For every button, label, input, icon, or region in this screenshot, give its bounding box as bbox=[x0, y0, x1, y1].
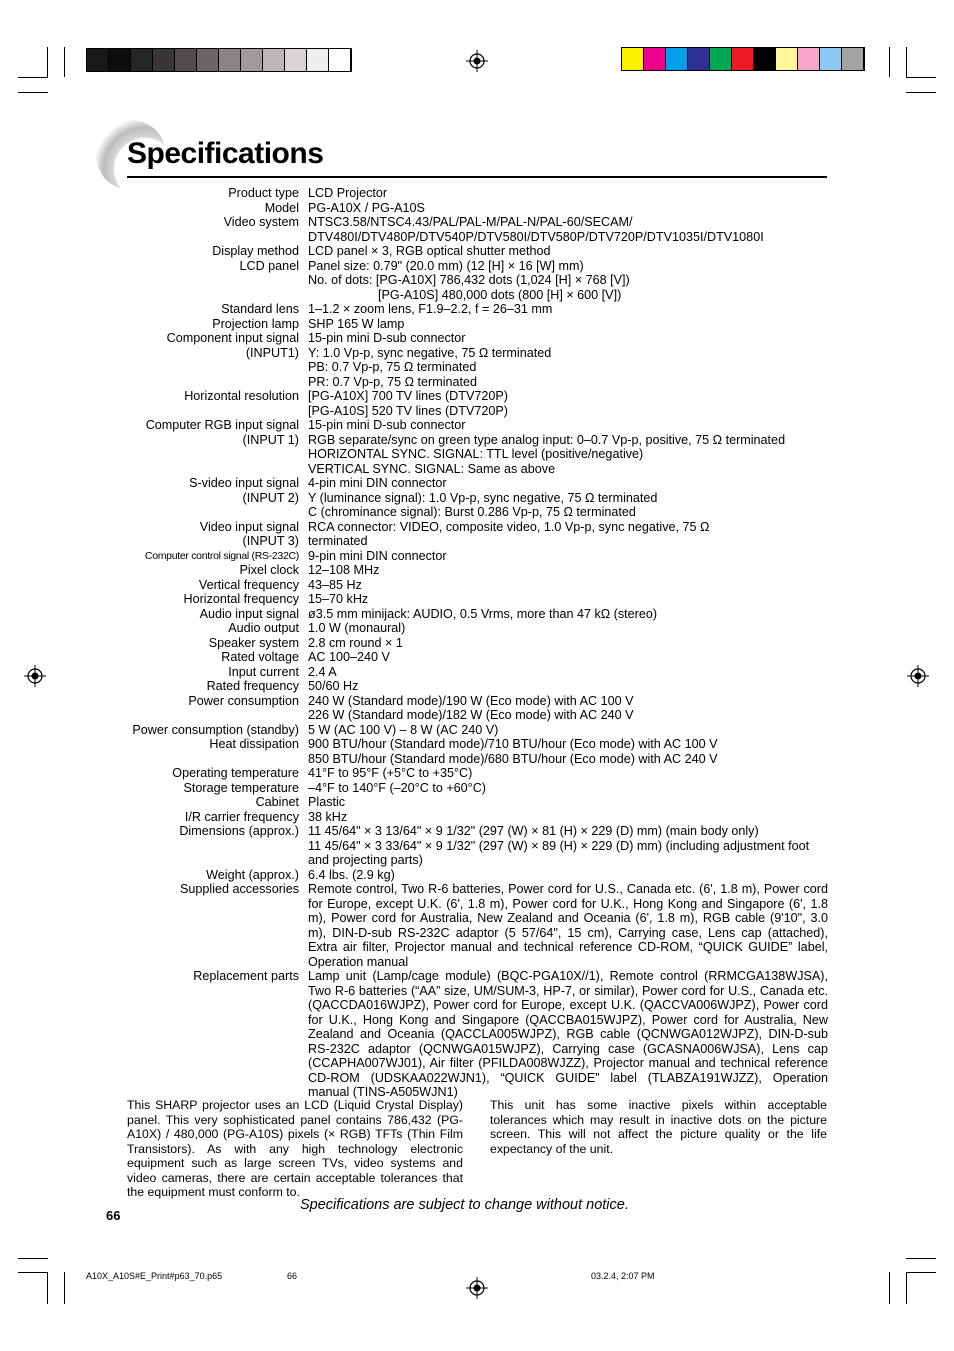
spec-label: Cabinet bbox=[255, 795, 299, 809]
crop-mark bbox=[47, 47, 48, 77]
spec-label: (INPUT 1) bbox=[242, 432, 299, 447]
color-swatch bbox=[666, 48, 688, 70]
spec-row bbox=[86, 244, 828, 259]
gray-swatch bbox=[131, 49, 153, 71]
spec-row bbox=[86, 665, 828, 680]
spec-row bbox=[86, 534, 828, 549]
spec-row bbox=[86, 795, 828, 810]
spec-value bbox=[308, 737, 828, 766]
registration-mark-icon bbox=[907, 665, 929, 687]
spec-value bbox=[308, 882, 828, 969]
color-swatch bbox=[622, 48, 644, 70]
spec-value bbox=[308, 665, 828, 680]
spec-label: Vertical frequency bbox=[198, 577, 299, 592]
spec-row bbox=[86, 592, 828, 607]
gray-swatch bbox=[219, 49, 241, 71]
spec-value bbox=[308, 331, 828, 346]
spec-label: Power consumption (standby) bbox=[132, 722, 299, 737]
spec-value bbox=[308, 824, 828, 868]
spec-label: Horizontal frequency bbox=[183, 592, 299, 606]
spec-label: Input current bbox=[228, 664, 299, 679]
spec-row bbox=[86, 810, 828, 825]
registration-mark-icon bbox=[466, 1277, 488, 1299]
spec-value bbox=[308, 723, 828, 738]
spec-value-line: 41°F to 95°F (+5°C to +35°C) bbox=[308, 766, 473, 780]
spec-value-line: Remote control, Two R-6 batteries, Power cord for U.S., Canada etc. (6', 1.8 m), Power cord for Europe, except U.K. (6', 1.8 m), Power cord for U.K., Hong Kong and Singapore (6', 1.8 m), Power cord for Australia, New Zealand and Oceania (6', 1.8 m), RGB cable (9'10", 3.0 m), DIN-D-sub RS-232C adaptor (5 57/64", 15 cm), Carrying case, Lens cap (attached), Extra air filter, Projector manual and technical reference CD-ROM, “QUICK GUIDE” label, Operation manual bbox=[308, 882, 828, 969]
spec-value-line: LCD panel × 3, RGB optical shutter method bbox=[308, 244, 551, 258]
spec-value bbox=[308, 433, 828, 477]
change-notice: Specifications are subject to change without notice. bbox=[300, 1197, 629, 1213]
spec-label: Dimensions (approx.) bbox=[179, 824, 299, 838]
spec-value-line: 43–85 Hz bbox=[308, 577, 362, 592]
spec-value-line: LCD Projector bbox=[308, 186, 388, 200]
gray-swatch bbox=[241, 49, 263, 71]
spec-value bbox=[308, 679, 828, 694]
spec-value bbox=[308, 346, 828, 390]
spec-row bbox=[86, 607, 828, 622]
spec-row bbox=[86, 346, 828, 390]
spec-row bbox=[86, 636, 828, 651]
crop-mark bbox=[906, 1258, 936, 1259]
spec-label: Audio input signal bbox=[199, 606, 299, 621]
spec-value-line: No. of dots: [PG-A10X] 786,432 dots (1,024 [H] × 768 [V]) bbox=[308, 273, 630, 287]
crop-mark bbox=[64, 47, 65, 77]
spec-value-line: 850 BTU/hour (Standard mode)/680 BTU/hour (Eco mode) with AC 240 V bbox=[308, 751, 718, 766]
footer-page: 66 bbox=[287, 1271, 298, 1281]
spec-value bbox=[308, 201, 828, 216]
footer-filename: A10X_A10S#E_Print#p63_70.p65 bbox=[86, 1271, 223, 1281]
spec-label: Projection lamp bbox=[212, 316, 299, 331]
crop-mark bbox=[889, 47, 890, 77]
spec-value bbox=[308, 592, 828, 607]
spec-label: Computer control signal (RS-232C) bbox=[144, 549, 299, 562]
spec-row bbox=[86, 824, 828, 868]
spec-row bbox=[86, 302, 828, 317]
lcd-note-left: This SHARP projector uses an LCD (Liquid Crystal Display) panel. This very sophisticated panel contains 786,432 (PG-A10X) / 480,000 (PG-A10S) pixels (× RGB) TFTs (Thin Film Transistors). As with any high technology electronic equipment such as large screen TVs, video systems and video cameras, there are certain acceptable tolerances that the equipment must conform to. bbox=[127, 1098, 463, 1199]
spec-value-line: C (chrominance signal): Burst 0.286 Vp-p, 75 Ω terminated bbox=[308, 505, 636, 519]
spec-label: LCD panel bbox=[239, 258, 299, 273]
grayscale-calibration-bar bbox=[86, 48, 352, 72]
spec-value-line: PR: 0.7 Vp-p, 75 Ω terminated bbox=[308, 374, 478, 389]
crop-mark bbox=[18, 1272, 48, 1273]
spec-row bbox=[86, 259, 828, 303]
color-swatch bbox=[842, 48, 864, 70]
crop-mark bbox=[906, 1272, 936, 1273]
gray-swatch bbox=[329, 49, 351, 71]
spec-value-line: ø3.5 mm minijack: AUDIO, 0.5 Vrms, more than 47 kΩ (stereo) bbox=[308, 606, 658, 621]
spec-label: Supplied accessories bbox=[179, 882, 299, 896]
spec-value-line: 15-pin mini D-sub connector bbox=[308, 331, 466, 345]
spec-row bbox=[86, 433, 828, 477]
spec-value bbox=[308, 578, 828, 593]
spec-row bbox=[86, 882, 828, 969]
spec-value bbox=[308, 766, 828, 781]
spec-row bbox=[86, 694, 828, 723]
title-rule bbox=[127, 176, 827, 178]
spec-value-line: [PG-A10X] 700 TV lines (DTV720P) bbox=[308, 389, 508, 403]
spec-value bbox=[308, 389, 828, 418]
spec-value bbox=[308, 810, 828, 825]
spec-value bbox=[308, 607, 828, 622]
spec-row bbox=[86, 520, 828, 535]
crop-mark bbox=[906, 1272, 907, 1304]
spec-label: Replacement parts bbox=[193, 969, 299, 983]
spec-label: (INPUT 3) bbox=[242, 534, 299, 548]
spec-row bbox=[86, 215, 828, 244]
spec-value-line: Y: 1.0 Vp-p, sync negative, 75 Ω terminated bbox=[308, 345, 552, 360]
spec-label: Audio output bbox=[228, 621, 299, 635]
spec-label: Heat dissipation bbox=[209, 737, 299, 751]
gray-swatch bbox=[285, 49, 307, 71]
spec-value-line: 4-pin mini DIN connector bbox=[308, 476, 447, 490]
spec-label: (INPUT 2) bbox=[242, 490, 299, 505]
color-swatch bbox=[820, 48, 842, 70]
spec-table bbox=[86, 186, 828, 1100]
spec-value-line: Plastic bbox=[308, 795, 346, 809]
spec-label: Horizontal resolution bbox=[184, 389, 299, 403]
spec-label: Video input signal bbox=[199, 519, 299, 534]
spec-row bbox=[86, 766, 828, 781]
spec-value-line: Panel size: 0.79" (20.0 mm) (12 [H] × 16 [W] mm) bbox=[308, 258, 584, 273]
spec-value bbox=[308, 969, 828, 1100]
crop-mark bbox=[906, 92, 936, 93]
spec-value-line: Y (luminance signal): 1.0 Vp-p, sync negative, 75 Ω terminated bbox=[308, 490, 658, 505]
spec-label: Product type bbox=[228, 186, 299, 200]
spec-row bbox=[86, 186, 828, 201]
spec-label: Standard lens bbox=[221, 302, 299, 316]
spec-value bbox=[308, 186, 828, 201]
registration-mark-icon bbox=[466, 50, 488, 72]
spec-row bbox=[86, 621, 828, 636]
spec-label: Display method bbox=[212, 244, 299, 258]
spec-row bbox=[86, 578, 828, 593]
spec-value-line: NTSC3.58/NTSC4.43/PAL/PAL-M/PAL-N/PAL-60/SECAM/ bbox=[308, 215, 633, 229]
color-swatch bbox=[710, 48, 732, 70]
spec-value bbox=[308, 549, 828, 564]
spec-value bbox=[308, 563, 828, 578]
spec-value-line: 1–1.2 × zoom lens, F1.9–2.2, f = 26–31 mm bbox=[308, 302, 553, 316]
spec-label: Weight (approx.) bbox=[206, 867, 299, 882]
spec-label: Rated voltage bbox=[221, 650, 299, 664]
crop-mark bbox=[906, 47, 907, 77]
spec-value-line: 15–70 kHz bbox=[308, 592, 369, 606]
spec-value-line: –4°F to 140°F (–20°C to +60°C) bbox=[308, 780, 487, 795]
spec-row bbox=[86, 418, 828, 433]
spec-value bbox=[308, 244, 828, 259]
color-swatch bbox=[688, 48, 710, 70]
crop-mark bbox=[18, 1258, 48, 1259]
lcd-note-right: This unit has some inactive pixels within acceptable tolerances which may result in inactive dots on the picture screen. This will not affect the picture quality or the life expectancy of the unit. bbox=[490, 1098, 827, 1156]
footer-date: 03.2.4, 2:07 PM bbox=[591, 1271, 655, 1281]
spec-row bbox=[86, 201, 828, 216]
spec-row bbox=[86, 679, 828, 694]
spec-label: Power consumption bbox=[188, 693, 299, 708]
color-swatch bbox=[776, 48, 798, 70]
spec-row bbox=[86, 563, 828, 578]
spec-value bbox=[308, 795, 828, 810]
spec-label: Component input signal bbox=[166, 331, 299, 345]
spec-value-line: [PG-A10S] 480,000 dots (800 [H] × 600 [V]) bbox=[378, 287, 622, 302]
spec-value bbox=[308, 621, 828, 636]
spec-value bbox=[308, 259, 828, 303]
spec-value-line: 2.4 A bbox=[308, 664, 337, 679]
spec-value bbox=[308, 694, 828, 723]
spec-value bbox=[308, 491, 828, 520]
spec-value-line: 240 W (Standard mode)/190 W (Eco mode) with AC 100 V bbox=[308, 693, 634, 708]
crop-mark bbox=[906, 77, 936, 78]
crop-mark bbox=[47, 1272, 48, 1304]
spec-value bbox=[308, 418, 828, 433]
crop-mark bbox=[889, 1272, 890, 1304]
color-swatch bbox=[644, 48, 666, 70]
crop-mark bbox=[64, 1272, 65, 1304]
spec-value bbox=[308, 636, 828, 651]
gray-swatch bbox=[153, 49, 175, 71]
spec-value-line: and projecting parts) bbox=[308, 853, 423, 867]
page-title: Specifications bbox=[127, 137, 324, 170]
spec-value bbox=[308, 317, 828, 332]
spec-value-line: Lamp unit (Lamp/cage module) (BQC-PGA10X//1), Remote control (RRMCGA138WJSA), Two R-6 batteries (“AA” size, UM/SUM-3, HP-7, or similar), Power cord for U.S., Canada etc. (QACCDA016WJPZ), Power cord for Europe, except U.K. (QACCVA006WJPZ), Power cord for U.K., Hong Kong and Singapore (QACCBA015WJPZ), Power cord for Australia, New Zealand and Oceania (QACCLA005WJPZ), RGB cable (QCNWGA012WJPZ), DIN-D-sub RS-232C adaptor (QCNWGA015WJPZ), Carrying case (GCASNA006WJSA), Lens cap (CCAPHA007WJ01), Air filter (PFILDA008WJZZ), Projector manual and technical reference CD-ROM (UDSKAA022WJN1), “QUICK GUIDE” label (TLABZA191WJZZ), Operation manual (TINS-A505WJN1) bbox=[308, 969, 828, 1099]
spec-label: Rated frequency bbox=[206, 679, 299, 693]
color-swatch bbox=[754, 48, 776, 70]
spec-label: Pixel clock bbox=[239, 563, 299, 577]
spec-label: I/R carrier frequency bbox=[184, 809, 299, 824]
spec-value-line: SHP 165 W lamp bbox=[308, 316, 405, 331]
crop-mark bbox=[18, 92, 48, 93]
spec-value-line: PG-A10X / PG-A10S bbox=[308, 200, 425, 215]
spec-value-line: 5 W (AC 100 V) – 8 W (AC 240 V) bbox=[308, 722, 499, 737]
gray-swatch bbox=[87, 49, 109, 71]
spec-label: Operating temperature bbox=[172, 766, 299, 780]
spec-value-line: DTV480I/DTV480P/DTV540P/DTV580I/DTV580P/DTV720P/DTV1035I/DTV1080I bbox=[308, 229, 764, 244]
spec-value-line: 12–108 MHz bbox=[308, 563, 380, 577]
gray-swatch bbox=[307, 49, 329, 71]
spec-value bbox=[308, 650, 828, 665]
spec-value bbox=[308, 302, 828, 317]
gray-swatch bbox=[109, 49, 131, 71]
spec-value-line: 226 W (Standard mode)/182 W (Eco mode) with AC 240 V bbox=[308, 708, 634, 722]
spec-value-line: PB: 0.7 Vp-p, 75 Ω terminated bbox=[308, 360, 477, 374]
spec-value bbox=[308, 868, 828, 883]
spec-value-line: 6.4 lbs. (2.9 kg) bbox=[308, 867, 395, 882]
spec-value bbox=[308, 520, 828, 535]
spec-value bbox=[308, 781, 828, 796]
spec-label: Storage temperature bbox=[183, 780, 299, 795]
spec-row bbox=[86, 317, 828, 332]
spec-value-line: RGB separate/sync on green type analog input: 0–0.7 Vp-p, positive, 75 Ω terminated bbox=[308, 432, 786, 447]
gray-swatch bbox=[197, 49, 219, 71]
spec-value-line: 900 BTU/hour (Standard mode)/710 BTU/hour (Eco mode) with AC 100 V bbox=[308, 737, 718, 751]
spec-value-line: 2.8 cm round × 1 bbox=[308, 635, 403, 650]
spec-value-line: RCA connector: VIDEO, composite video, 1.0 Vp-p, sync negative, 75 Ω bbox=[308, 519, 710, 534]
spec-row bbox=[86, 969, 828, 1100]
spec-row bbox=[86, 737, 828, 766]
spec-row bbox=[86, 389, 828, 418]
spec-value-line: 11 45/64" × 3 33/64" × 9 1/32" (297 (W) × 89 (H) × 229 (D) mm) (including adjustment foot bbox=[308, 838, 810, 853]
spec-value-line: terminated bbox=[308, 534, 368, 548]
spec-value-line: HORIZONTAL SYNC. SIGNAL: TTL level (positive/negative) bbox=[308, 447, 644, 461]
spec-value-line: AC 100–240 V bbox=[308, 650, 390, 664]
spec-label: Video system bbox=[223, 215, 299, 229]
spec-row bbox=[86, 868, 828, 883]
gray-swatch bbox=[175, 49, 197, 71]
spec-label: S-video input signal bbox=[189, 476, 299, 490]
spec-value-line: 50/60 Hz bbox=[308, 679, 359, 693]
spec-value-line: 38 kHz bbox=[308, 809, 348, 824]
spec-value-line: 9-pin mini DIN connector bbox=[308, 548, 447, 563]
spec-value-line: 11 45/64" × 3 13/64" × 9 1/32" (297 (W) × 81 (H) × 229 (D) mm) (main body only) bbox=[308, 824, 759, 838]
spec-value-line: 1.0 W (monaural) bbox=[308, 621, 406, 635]
color-calibration-bar bbox=[621, 47, 865, 71]
spec-row bbox=[86, 723, 828, 738]
spec-row bbox=[86, 781, 828, 796]
spec-label: Computer RGB input signal bbox=[145, 418, 299, 432]
spec-row bbox=[86, 476, 828, 491]
spec-value-line: 15-pin mini D-sub connector bbox=[308, 418, 466, 432]
spec-label: Speaker system bbox=[208, 635, 299, 650]
spec-value-line: VERTICAL SYNC. SIGNAL: Same as above bbox=[308, 461, 556, 476]
registration-mark-icon bbox=[24, 665, 46, 687]
page-number: 66 bbox=[106, 1208, 121, 1223]
spec-value bbox=[308, 534, 828, 549]
spec-row bbox=[86, 331, 828, 346]
spec-label: Model bbox=[264, 200, 299, 215]
spec-value bbox=[308, 476, 828, 491]
spec-value-line: [PG-A10S] 520 TV lines (DTV720P) bbox=[308, 403, 508, 418]
spec-value bbox=[308, 215, 828, 244]
crop-mark bbox=[18, 77, 48, 78]
spec-label: (INPUT1) bbox=[245, 345, 299, 360]
color-swatch bbox=[798, 48, 820, 70]
color-swatch bbox=[732, 48, 754, 70]
spec-row bbox=[86, 650, 828, 665]
gray-swatch bbox=[263, 49, 285, 71]
spec-row bbox=[86, 549, 828, 564]
spec-row bbox=[86, 491, 828, 520]
